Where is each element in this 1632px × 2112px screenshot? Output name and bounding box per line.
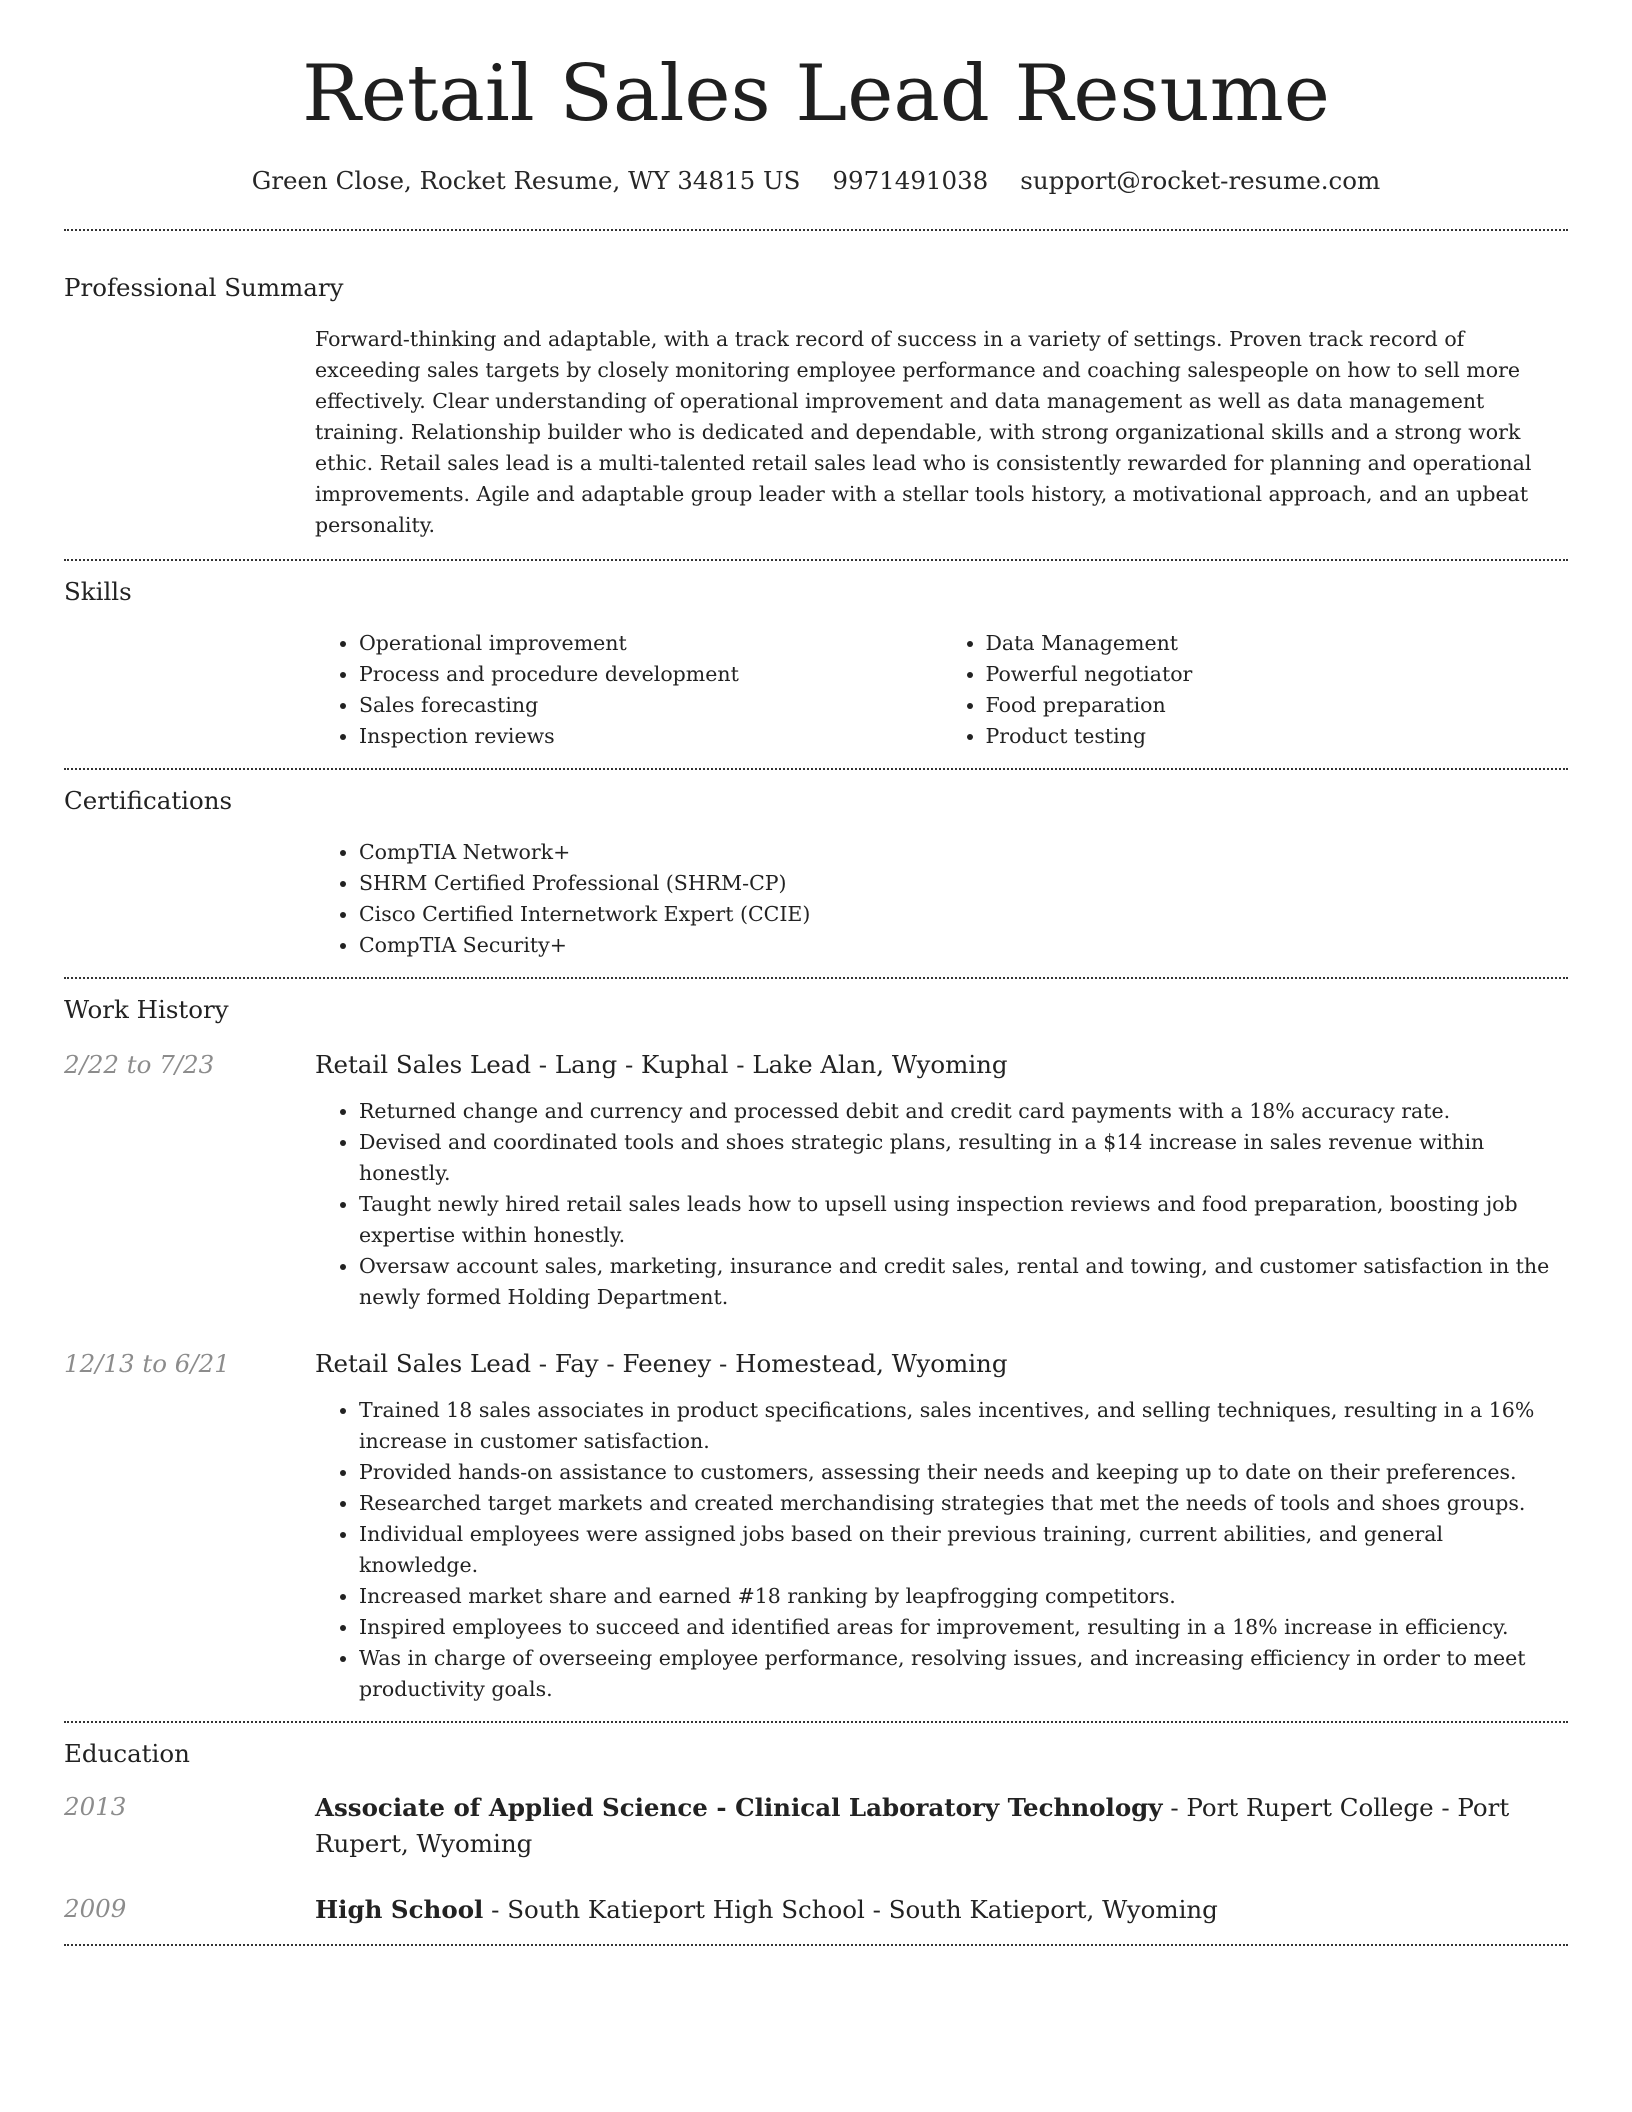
summary-text: Forward-thinking and adaptable, with a track record of success in a variety of settings. Proven track record of exceeding sales targets by closely monitoring employee performance and coaching salespeople on how to sell more effectively. Clear understanding of operational improvement and data management as well as data management training. Relationship builder who is dedicated and dependable, with strong organizational skills and a strong work ethic. Retail sales lead is a multi-talented retail sales lead who is consistently rewarded for planning and operational improvements. Agile and adaptable group leader with a stellar tools history, a motivational approach, and an upbeat personality. [315,326,1532,537]
address: Green Close, Rocket Resume, WY 34815 US [251,165,801,195]
list-item: • Product testing [986,721,1569,752]
list-item: • Sales forecasting [359,690,942,721]
phone: 9971491038 [832,165,989,195]
divider [64,1944,1568,1946]
list-item: • Individual employees were assigned jobs based on their previous training, current abilities, and general knowledge. [359,1519,1568,1581]
list-item: • Researched target markets and created merchandising strategies that met the needs of tools and shoes groups. [359,1488,1568,1519]
job-title: Retail Sales Lead - Fay - Feeney - Homestead, Wyoming [315,1348,1008,1378]
list-item: • Oversaw account sales, marketing, insurance and credit sales, rental and towing, and customer satisfaction in the newly formed Holding Department. [359,1251,1568,1313]
section-title: Professional Summary [64,272,344,302]
certifications-section [64,770,1568,977]
job-date: 12/13 to 6/21 [64,1348,230,1378]
list-item: • Increased market share and earned #18 ranking by leapfrogging competitors. [359,1581,1568,1612]
education-section [64,1723,1568,1944]
list-item: • Provided hands-on assistance to customers, assessing their needs and keeping up to date on their preferences. [359,1457,1568,1488]
work-history-section [64,979,1568,1721]
list-item: • Inspection reviews [359,721,942,752]
education-year: 2009 [64,1893,127,1923]
education-line [315,1790,1568,1862]
skills-section [64,561,1568,768]
list-item: • Process and procedure development [359,659,942,690]
list-item: • CompTIA Security+ [359,930,1568,961]
list-item: • Inspired employees to succeed and identified areas for improvement, resulting in a 18% increase in efficiency. [359,1612,1568,1643]
section-title: Skills [64,576,132,606]
education-entry [64,1892,1568,1928]
list-item: • Data Management [986,628,1569,659]
education-entry [64,1790,1568,1862]
list-item: • Was in charge of overseeing employee performance, resolving issues, and increasing efficiency in order to meet productivity goals. [359,1643,1568,1705]
email: support@rocket-resume.com [1020,165,1381,195]
degree: High School [315,1894,484,1924]
job-entry [64,1347,1568,1705]
section-title: Certifications [64,785,233,815]
school-info: - South Katieport High School - South Katieport, Wyoming [483,1894,1218,1924]
job-bullets [315,1096,1568,1313]
list-item: • Taught newly hired retail sales leads how to upsell using inspection reviews and food preparation, boosting job expertise within honestly. [359,1189,1568,1251]
list-item: • Returned change and currency and processed debit and credit card payments with a 18% accuracy rate. [359,1096,1568,1127]
list-item: • Operational improvement [359,628,942,659]
list-item: • CompTIA Network+ [359,837,1568,868]
list-item: • Powerful negotiator [986,659,1569,690]
summary-section [64,231,1568,559]
job-bullets [315,1395,1568,1705]
education-year: 2013 [64,1791,127,1821]
skills-list-right [942,628,1569,752]
certifications-list [315,837,1568,961]
education-line [315,1892,1568,1928]
job-date: 2/22 to 7/23 [64,1049,215,1079]
skills-columns [315,628,1568,752]
resume-header [64,0,1568,195]
list-item: • Devised and coordinated tools and shoes strategic plans, resulting in a $14 increase in sales revenue within honestly. [359,1127,1568,1189]
list-item: • Cisco Certified Internetwork Expert (CCIE) [359,899,1568,930]
degree: Associate of Applied Science - Clinical Laboratory Technology [315,1792,1163,1822]
section-title: Work History [64,994,229,1024]
skills-list-left [315,628,942,752]
section-title: Education [64,1738,190,1768]
resume-title: Retail Sales Lead Resume [302,49,1330,139]
school-info: - Port Rupert College - Port Rupert, Wyoming [315,1792,1510,1858]
job-title: Retail Sales Lead - Lang - Kuphal - Lake Alan, Wyoming [315,1049,1008,1079]
job-entry [64,1048,1568,1313]
list-item: • Trained 18 sales associates in product specifications, sales incentives, and selling techniques, resulting in a 16% increase in customer satisfaction. [359,1395,1568,1457]
list-item: • SHRM Certified Professional (SHRM-CP) [359,868,1568,899]
list-item: • Food preparation [986,690,1569,721]
contact-line [64,166,1568,195]
